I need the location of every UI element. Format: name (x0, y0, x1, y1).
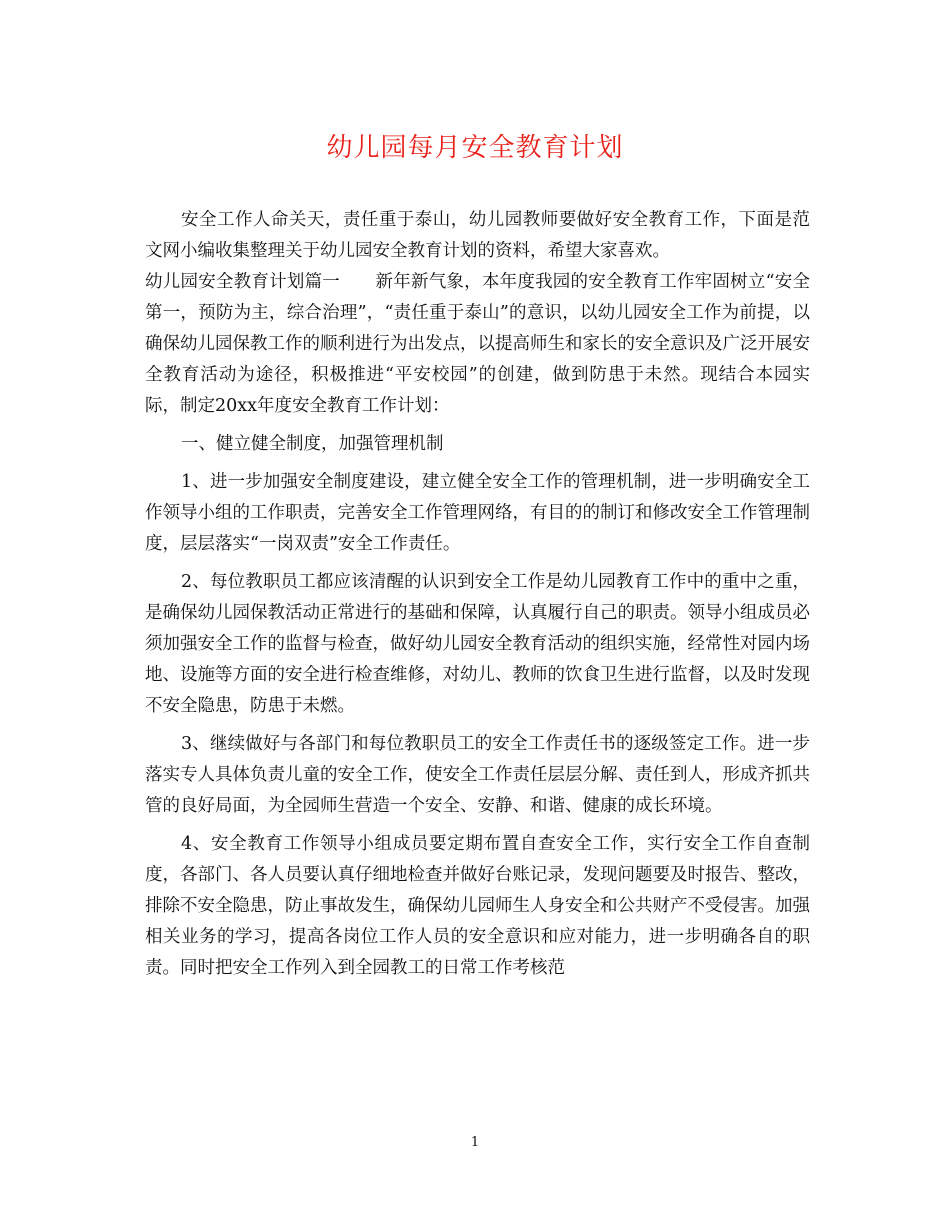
paragraph-item-3: 3、继续做好与各部门和每位教职员工的安全工作责任书的逐级签定工作。进一步落实专人具体负责儿童的安全工作，使安全工作责任层层分解、责任到人，形成齐抓共管的良好局面，为全园师生营造一个安全、安静、和谐、健康的成长环境。 (145, 734, 810, 816)
paragraph-section-heading: 一、健立健全制度，加强管理机制 (181, 434, 444, 454)
paragraph-item-1: 1、进一步加强安全制度建设，建立健全安全工作的管理机制，进一步明确安全工作领导小组的工作职责，完善安全工作管理网络，有目的的制订和修改安全工作管理制度，层层落实“一岗双责”安全工作责任。 (145, 472, 810, 554)
page-number: 1 (470, 1135, 480, 1150)
paragraph-intro: 安全工作人命关天，责任重于泰山，幼儿园教师要做好安全教育工作，下面是范文网小编收集整理关于幼儿园安全教育计划的资料，希望大家喜欢。 (145, 210, 810, 261)
document-body (145, 205, 810, 991)
document-title: 幼儿园每月安全教育计划 (326, 133, 624, 163)
paragraph-item-2: 2、每位教职员工都应该清醒的认识到安全工作是幼儿园教育工作中的重中之重，是确保幼儿园保教活动正常进行的基础和保障，认真履行自己的职责。领导小组成员必须加强安全工作的监督与检查，做好幼儿园安全教育活动的组织实施，经常性对园内场地、设施等方面的安全进行检查维修，对幼儿、教师的饮食卫生进行监督，以及时发现不安全隐患，防患于未燃。 (145, 572, 810, 716)
paragraph-item-4: 4、安全教育工作领导小组成员要定期布置自查安全工作，实行安全工作自查制度，各部门、各人员要认真仔细地检查并做好台账记录，发现问题要及时报告、整改，排除不安全隐患，防止事故发生，确保幼儿园师生人身安全和公共财产不受侵害。加强相关业务的学习，提高各岗位工作人员的安全意识和应对能力，进一步明确各自的职责。同时把安全工作列入到全园教工的日常工作考核范 (145, 834, 810, 978)
paragraph-plan-one: 幼儿园安全教育计划篇一 新年新气象，本年度我园的安全教育工作牢固树立“安全第一，预防为主，综合治理”，“责任重于泰山”的意识，以幼儿园安全工作为前提，以确保幼儿园保教工作的顺利进行为出发点，以提高师生和家长的安全意识及广泛开展安全教育活动为途径，积极推进“平安校园”的创建，做到防患于未然。现结合本园实际，制定20xx年度安全教育工作计划： (145, 272, 810, 416)
